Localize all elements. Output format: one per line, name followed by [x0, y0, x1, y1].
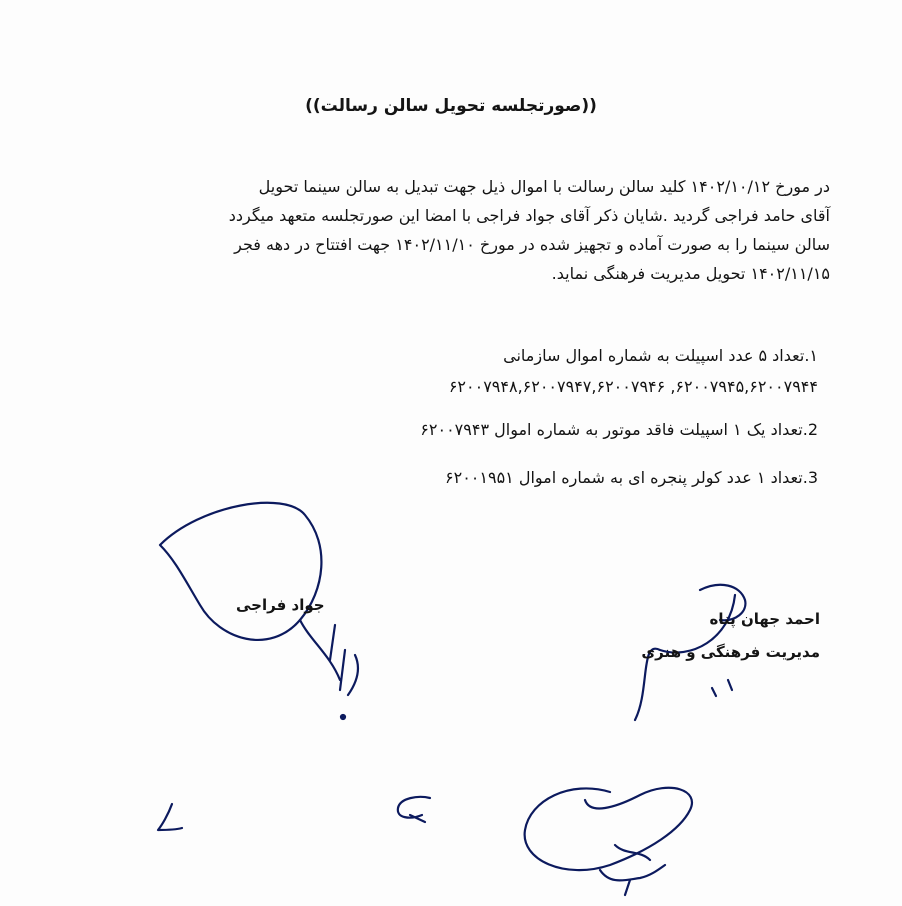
left-signature-marks: [330, 625, 358, 695]
paragraph-line: ۱۴۰۲/۱۱/۱۵ تحویل مدیریت فرهنگی نماید.: [551, 264, 830, 283]
bottom-signature-marks: [600, 845, 665, 880]
bottom-signature-stroke: [525, 788, 692, 870]
signatory-right-title: مدیریت فرهنگی و هنری: [641, 643, 820, 661]
left-signature-stroke: [160, 503, 321, 640]
list-item-1: ۱.تعداد ۵ عدد اسپیلت به شماره اموال سازمانی: [503, 346, 818, 365]
right-signature-marks: [712, 680, 732, 696]
list-item-1-asset-numbers: ۶۲۰۰۷۹۴۵,۶۲۰۰۷۹۴۴, ۶۲۰۰۷۹۴۸,۶۲۰۰۷۹۴۷,۶۲۰۰۷۹۴۶: [448, 377, 818, 396]
paragraph-line: آقای حامد فراجی گردید .شایان ذکر آقای جواد فراجی با امضا این صورتجلسه متعهد میگردد: [228, 206, 830, 225]
left-signature-dot: [341, 715, 345, 719]
initial-mark-middle: [398, 797, 430, 822]
bottom-signature-tail: [625, 880, 630, 895]
list-item-2: 2.تعداد یک ۱ اسپیلت فاقد موتور به شماره اموال ۶۲۰۰۷۹۴۳: [420, 420, 818, 439]
signatory-right-name: احمد جهان پناه: [709, 610, 820, 628]
list-item-3: 3.تعداد ۱ عدد کولر پنجره ای به شماره اموال ۶۲۰۰۱۹۵۱: [445, 468, 818, 487]
signatory-left-name: جواد فراجی: [236, 596, 325, 614]
document-title: ((صورتجلسه تحویل سالن رسالت)): [305, 96, 597, 116]
initial-mark-left: [158, 804, 182, 830]
paragraph-line: در مورخ ۱۴۰۲/۱۰/۱۲ کلید سالن رسالت با اموال ذیل جهت تبدیل به سالن سینما تحویل: [258, 177, 830, 196]
paragraph-line: سالن سینما را به صورت آماده و تجهیز شده در مورخ ۱۴۰۲/۱۱/۱۰ جهت افتتاح در دهه فجر: [234, 235, 830, 254]
